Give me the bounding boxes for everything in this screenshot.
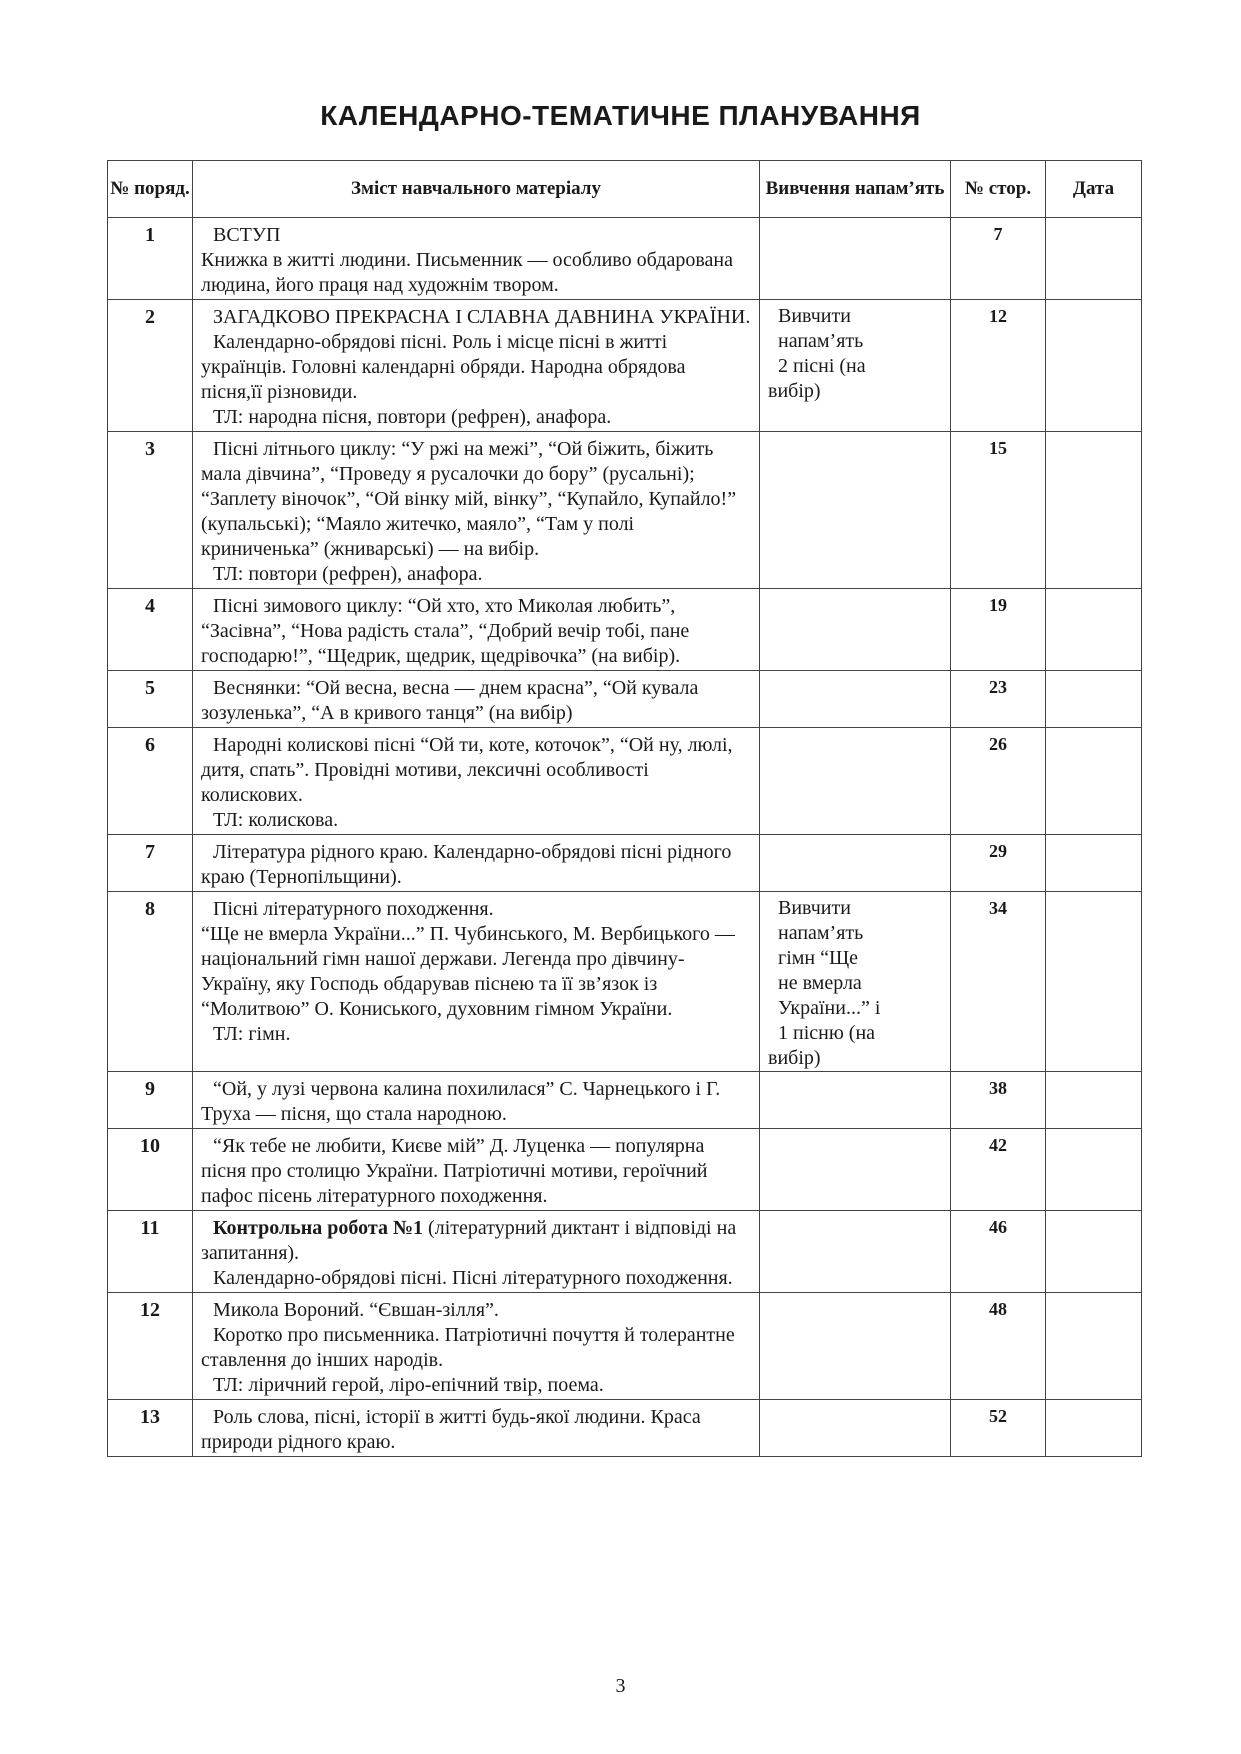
memorize-line: напам’ять xyxy=(778,330,864,352)
row-date[interactable] xyxy=(1046,432,1142,589)
row-memorize xyxy=(760,671,951,728)
memorize-line: гімн “Ще xyxy=(778,947,859,969)
row-date[interactable] xyxy=(1046,671,1142,728)
memorize-line: Вивчити xyxy=(778,305,851,327)
header-content: Зміст навчального матеріалу xyxy=(193,161,760,218)
table-row xyxy=(108,892,1142,1072)
content-text: (літературний диктант і відповіді на запитання). xyxy=(201,1217,737,1264)
row-date[interactable] xyxy=(1046,892,1142,1072)
content-line: ТЛ: народна пісня, повтори (рефрен), анафора. xyxy=(213,406,612,428)
row-date[interactable] xyxy=(1046,1072,1142,1129)
row-memorize xyxy=(760,1129,951,1211)
table-row xyxy=(108,835,1142,892)
memorize-line: України...” і xyxy=(778,997,881,1019)
content-line: Книжка в житті людини. Письменник — особливо обдарована людина, його праця над художнім твором. xyxy=(201,249,733,296)
row-content xyxy=(193,728,760,835)
content-line: Роль слова, пісні, історії в житті будь-якої людини. Краса природи рідного краю. xyxy=(201,1406,701,1453)
table-row xyxy=(108,1129,1142,1211)
content-line: “Ще не вмерла України...” П. Чубинського, М. Вербицького — національний гімн нашої держави. Легенда про дівчину-Україну, яку Господь обдарував піснею та її зв’язок із “Молитвою” О. Кониського, духовним гімном України. xyxy=(201,923,735,1020)
row-content xyxy=(193,300,760,432)
row-content xyxy=(193,1211,760,1293)
row-content xyxy=(193,1400,760,1457)
row-content xyxy=(193,432,760,589)
row-date[interactable] xyxy=(1046,1129,1142,1211)
content-line: ВСТУП xyxy=(213,224,281,246)
table-row xyxy=(108,300,1142,432)
row-page: 52 xyxy=(951,1400,1046,1457)
row-page: 38 xyxy=(951,1072,1046,1129)
table-header-row xyxy=(108,161,1142,218)
memorize-line: 1 пісню (на xyxy=(778,1022,876,1044)
table-row xyxy=(108,432,1142,589)
row-date[interactable] xyxy=(1046,300,1142,432)
row-content xyxy=(193,218,760,300)
row-page: 23 xyxy=(951,671,1046,728)
row-memorize xyxy=(760,432,951,589)
row-memorize xyxy=(760,218,951,300)
row-page: 46 xyxy=(951,1211,1046,1293)
row-content xyxy=(193,835,760,892)
row-number: 12 xyxy=(108,1293,193,1400)
row-page: 12 xyxy=(951,300,1046,432)
row-content xyxy=(193,1072,760,1129)
memorize-line: не вмерла xyxy=(778,972,862,994)
page-number: 3 xyxy=(615,1675,626,1697)
row-content xyxy=(193,589,760,671)
row-number: 3 xyxy=(108,432,193,589)
content-line: Коротко про письменника. Патріотичні почуття й толерантне ставлення до інших народів. xyxy=(201,1324,735,1371)
content-line: ЗАГАДКОВО ПРЕКРАСНА І СЛАВНА ДАВНИНА УКРАЇНИ. xyxy=(213,306,751,328)
content-bold-lead: Контрольна робота №1 xyxy=(213,1217,424,1239)
row-page: 34 xyxy=(951,892,1046,1072)
row-number: 11 xyxy=(108,1211,193,1293)
row-date[interactable] xyxy=(1046,589,1142,671)
memorize-line: 2 пісні (на xyxy=(778,355,866,377)
row-memorize xyxy=(760,1400,951,1457)
row-page: 15 xyxy=(951,432,1046,589)
row-date[interactable] xyxy=(1046,835,1142,892)
memorize-line: Вивчити xyxy=(778,897,851,919)
row-date[interactable] xyxy=(1046,1400,1142,1457)
header-memorize: Вивчення напам’ять xyxy=(760,161,951,218)
row-number: 6 xyxy=(108,728,193,835)
row-memorize xyxy=(760,1072,951,1129)
row-number: 5 xyxy=(108,671,193,728)
content-line: “Ой, у лузі червона калина похилилася” С. Чарнецького і Г. Труха — пісня, що стала народною. xyxy=(201,1078,721,1125)
row-date[interactable] xyxy=(1046,1211,1142,1293)
row-number: 13 xyxy=(108,1400,193,1457)
table-row xyxy=(108,671,1142,728)
memorize-line: напам’ять xyxy=(778,922,864,944)
content-line: ТЛ: повтори (рефрен), анафора. xyxy=(213,563,483,585)
table-row xyxy=(108,1293,1142,1400)
row-page: 7 xyxy=(951,218,1046,300)
row-number: 8 xyxy=(108,892,193,1072)
row-memorize xyxy=(760,300,951,432)
row-content xyxy=(193,1293,760,1400)
content-line: Пісні літературного походження. xyxy=(213,898,494,920)
header-page: № стор. xyxy=(951,161,1046,218)
content-line: Микола Вороний. “Євшан-зілля”. xyxy=(213,1299,499,1321)
row-number: 10 xyxy=(108,1129,193,1211)
row-number: 9 xyxy=(108,1072,193,1129)
content-line: Календарно-обрядові пісні. Роль і місце пісні в житті українців. Головні календарні обряди. Народна обрядова пісня,її різновиди. xyxy=(201,331,686,403)
content-line: ТЛ: гімн. xyxy=(213,1023,291,1045)
row-page: 19 xyxy=(951,589,1046,671)
row-number: 1 xyxy=(108,218,193,300)
table-row xyxy=(108,728,1142,835)
content-line: Пісні зимового циклу: “Ой хто, хто Миколая любить”, “Засівна”, “Нова радість стала”, “Добрий вечір тобі, пане господарю!”, “Щедрик, щедрик, щедрівочка” (на вибір). xyxy=(201,595,690,667)
table-row xyxy=(108,1211,1142,1293)
row-memorize xyxy=(760,589,951,671)
header-num: № поряд. xyxy=(108,161,193,218)
row-memorize xyxy=(760,1211,951,1293)
table-row xyxy=(108,589,1142,671)
content-line: Народні колискові пісні “Ой ти, коте, коточок”, “Ой ну, люлі, дитя, спать”. Провідні мотиви, лексичні особливості колискових. xyxy=(201,734,733,806)
row-page: 48 xyxy=(951,1293,1046,1400)
row-date[interactable] xyxy=(1046,728,1142,835)
content-line: Література рідного краю. Календарно-обрядові пісні рідного краю (Тернопільщини). xyxy=(201,841,732,888)
row-page: 29 xyxy=(951,835,1046,892)
content-line: Календарно-обрядові пісні. Пісні літературного походження. xyxy=(213,1267,733,1289)
row-page: 26 xyxy=(951,728,1046,835)
row-memorize xyxy=(760,728,951,835)
row-content xyxy=(193,892,760,1072)
content-line: ТЛ: колискова. xyxy=(213,809,339,831)
row-date[interactable] xyxy=(1046,218,1142,300)
content-line: Пісні літнього циклу: “У ржі на межі”, “Ой біжить, біжить мала дівчина”, “Проведу я русалочки до бору” (русальні); “Заплету віночок”, “Ой вінку мій, вінку”, “Купайло, Купайло!” (купальські); “Маяло житечко, маяло”, “Там у полі криниченька” (жниварські) — на вибір. xyxy=(201,438,737,560)
memorize-line: вибір) xyxy=(768,380,821,402)
table-row xyxy=(108,1400,1142,1457)
row-memorize xyxy=(760,835,951,892)
table-row xyxy=(108,218,1142,300)
content-line: Веснянки: “Ой весна, весна — днем красна”, “Ой кувала зозуленька”, “А в кривого танця” (на вибір) xyxy=(201,677,699,724)
row-memorize xyxy=(760,1293,951,1400)
content-line: ТЛ: ліричний герой, ліро-епічний твір, поема. xyxy=(213,1374,604,1396)
table-row xyxy=(108,1072,1142,1129)
row-number: 7 xyxy=(108,835,193,892)
row-date[interactable] xyxy=(1046,1293,1142,1400)
memorize-line: вибір) xyxy=(768,1047,821,1069)
planning-table xyxy=(107,160,1142,1457)
header-date: Дата xyxy=(1046,161,1142,218)
content-line: “Як тебе не любити, Києве мій” Д. Луценка — популярна пісня про столицю України. Патріотичні мотиви, героїчний пафос пісень літературного походження. xyxy=(201,1135,708,1207)
page-title: КАЛЕНДАРНО-ТЕМАТИЧНЕ ПЛАНУВАННЯ xyxy=(320,100,921,131)
row-number: 2 xyxy=(108,300,193,432)
content-line xyxy=(201,1216,751,1266)
row-number: 4 xyxy=(108,589,193,671)
row-memorize xyxy=(760,892,951,1072)
row-content xyxy=(193,671,760,728)
row-content xyxy=(193,1129,760,1211)
row-page: 42 xyxy=(951,1129,1046,1211)
